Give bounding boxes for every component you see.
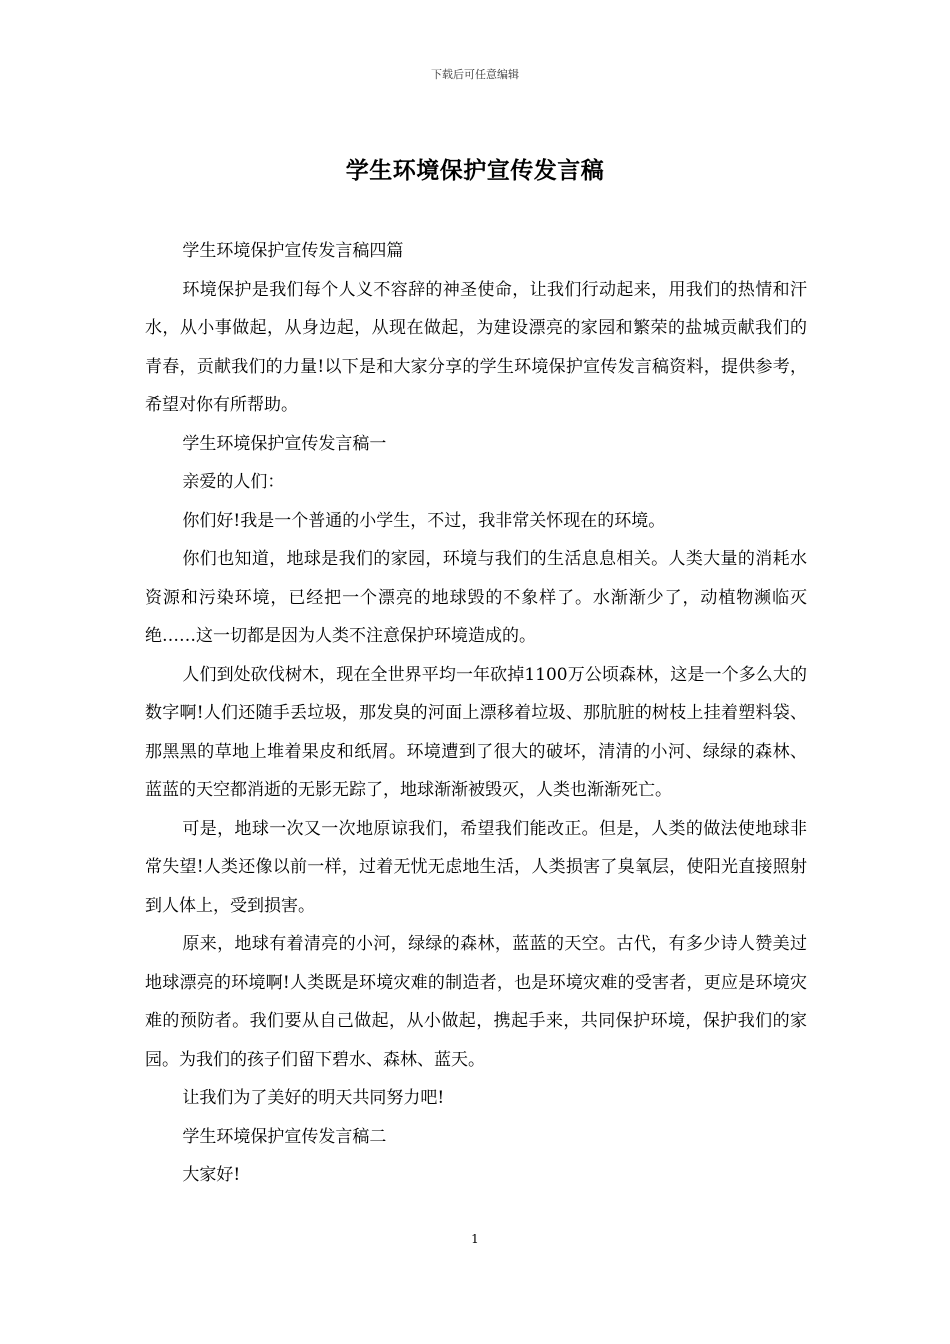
document-title: 学生环境保护宣传发言稿	[345, 157, 605, 184]
paragraph-body: 原来，地球有着清亮的小河，绿绿的森林，蓝蓝的天空。古代，有多少诗人赞美过地球漂亮的环境啊!人类既是环境灾难的制造者，也是环境灾难的受害者，更应是环境灾难的预防者。我们要从自己做起，从小做起，携起手来，共同保护环境，保护我们的家园。为我们的孩子们留下碧水、森林、蓝天。	[145, 934, 807, 1070]
paragraph-intro: 环境保护是我们每个人义不容辞的神圣使命，让我们行动起来，用我们的热情和汗水，从小事做起，从身边起，从现在做起，为建设漂亮的家园和繁荣的盐城贡献我们的青春，贡献我们的力量!以下是和大家分享的学生环境保护宣传发言稿资料，提供参考，希望对你有所帮助。	[145, 279, 807, 415]
paragraph-body: 可是，地球一次又一次地原谅我们，希望我们能改正。但是，人类的做法使地球非常失望!人类还像以前一样，过着无忧无虑地生活，人类损害了臭氧层，使阳光直接照射到人体上，受到损害。	[145, 818, 807, 916]
document-body	[145, 232, 807, 1195]
paragraph-closing: 让我们为了美好的明天共同努力吧!	[182, 1088, 445, 1108]
section-heading-1: 学生环境保护宣传发言稿一	[182, 433, 387, 454]
paragraph-greeting-2: 大家好!	[182, 1165, 241, 1185]
paragraph-body: 人们到处砍伐树木，现在全世界平均一年砍掉1100万公顷森林，这是一个多么大的数字啊!人们还随手丢垃圾，那发臭的河面上漂移着垃圾、那肮脏的树枝上挂着塑料袋、那黑黑的草地上堆着果皮和纸屑。环境遭到了很大的破坏，清清的小河、绿绿的森林、蓝蓝的天空都消逝的无影无踪了，地球渐渐被毁灭，人类也渐渐死亡。	[145, 664, 807, 800]
header-note: 下载后可任意编辑	[431, 68, 519, 81]
section-heading-2: 学生环境保护宣传发言稿二	[182, 1126, 387, 1147]
paragraph-salutation: 亲爱的人们：	[182, 472, 285, 492]
paragraph-subtitle: 学生环境保护宣传发言稿四篇	[182, 241, 404, 261]
paragraph-body: 你们也知道，地球是我们的家园，环境与我们的生活息息相关。人类大量的消耗水资源和污染环境，已经把一个漂亮的地球毁的不象样了。水渐渐少了，动植物濒临灭绝……这一切都是因为人类不注意保护环境造成的。	[145, 549, 807, 646]
paragraph-greeting: 你们好!我是一个普通的小学生，不过，我非常关怀现在的环境。	[182, 510, 666, 531]
page-number: 1	[471, 1232, 479, 1246]
